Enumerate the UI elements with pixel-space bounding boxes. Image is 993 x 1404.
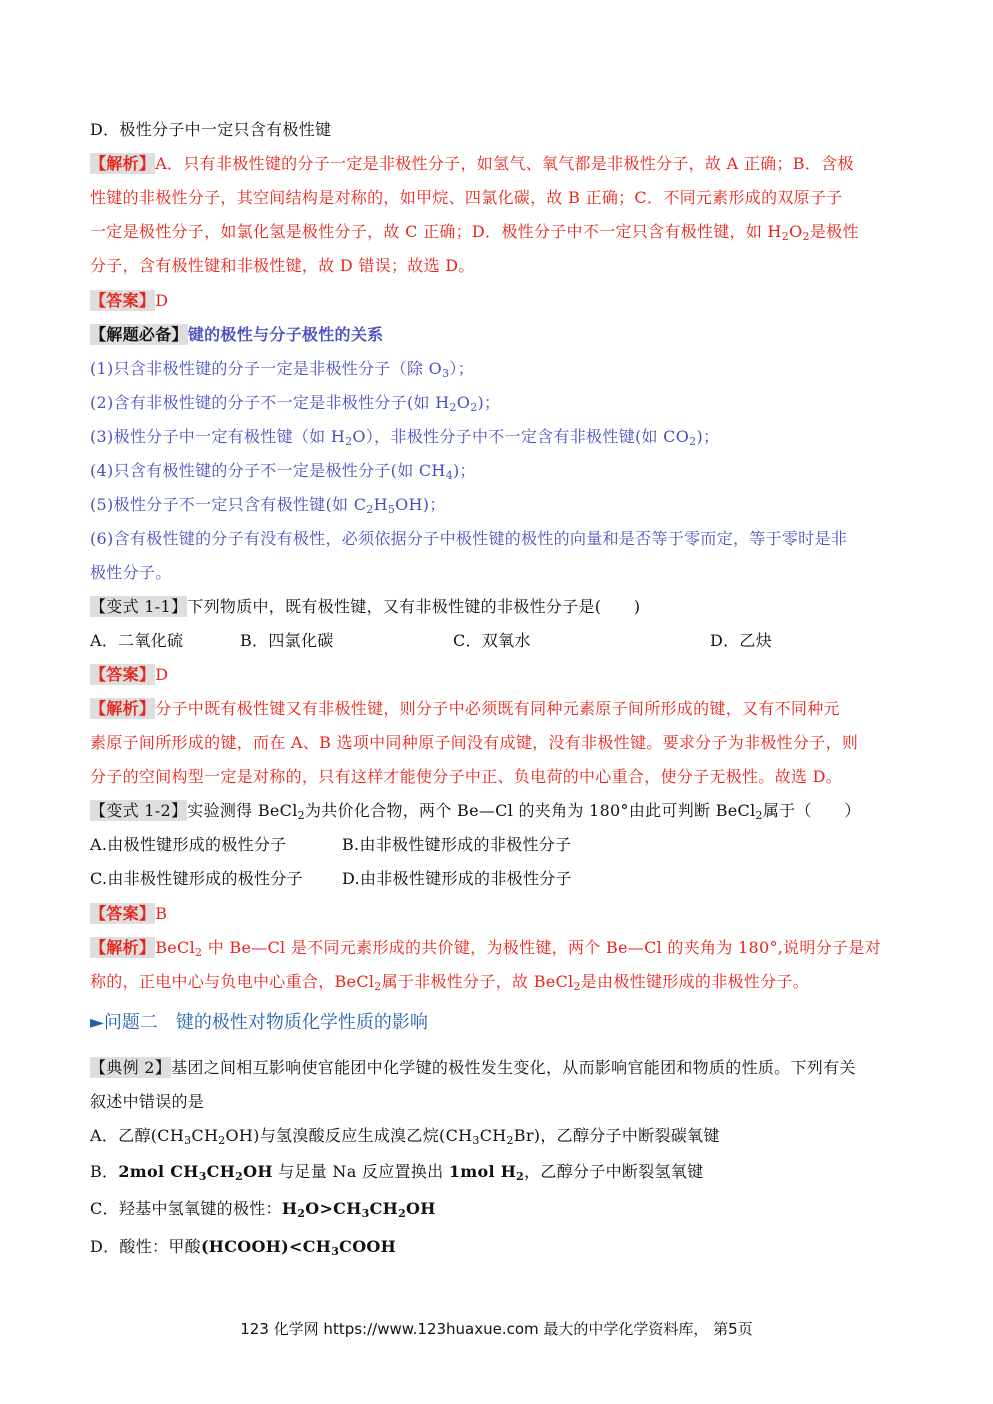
subscript: 2 bbox=[470, 401, 478, 414]
variant-1-2-answer bbox=[90, 897, 905, 931]
item-text: O bbox=[456, 393, 471, 412]
question-text: 下列物质中，既有极性键，又有非极性键的非极性分子是( ) bbox=[187, 597, 641, 616]
essentials-item-6b: 极性分子。 bbox=[90, 563, 172, 582]
analysis-text: 中 Be—Cl 是不同元素形成的共价键，为极性键，两个 Be—Cl 的夹角为 180°,说明分子是对 bbox=[202, 938, 881, 957]
formula-bold: 2mol CH bbox=[118, 1162, 199, 1181]
essentials-item-3 bbox=[90, 420, 905, 454]
option-text: OH)与氢溴酸反应生成溴乙烷(CH bbox=[225, 1126, 473, 1145]
variant-1-2-analysis-2 bbox=[90, 965, 905, 999]
option-text: CH bbox=[191, 1126, 219, 1145]
subscript: 3 bbox=[198, 1170, 207, 1183]
item-text: (5)极性分子不一定只含有极性键(如 C bbox=[90, 495, 367, 514]
formula-bold: OH bbox=[243, 1162, 273, 1181]
option-c: C.由非极性键形成的极性分子 bbox=[90, 869, 303, 888]
item-text: (3)极性分子中一定有极性键（如 H bbox=[90, 427, 346, 446]
option-text: CH bbox=[479, 1126, 507, 1145]
example-tag: 【典例 2】 bbox=[90, 1058, 172, 1077]
option-text: 与足量 Na 反应置换出 bbox=[272, 1162, 449, 1181]
essentials-title: 键的极性与分子极性的关系 bbox=[187, 325, 384, 344]
analysis-text: 分子中既有极性键又有非极性键，则分子中必须既有同种元素原子间所形成的键，又有不同种元 bbox=[155, 699, 840, 718]
variant-1-1-options bbox=[90, 624, 905, 658]
subscript: 2 bbox=[689, 435, 697, 448]
variant-1-2-analysis-1 bbox=[90, 931, 905, 965]
formula-bold: H bbox=[281, 1199, 298, 1218]
subscript: 2 bbox=[218, 1134, 226, 1147]
option-b: B．四氯化碳 bbox=[240, 631, 334, 650]
subscript: 2 bbox=[802, 230, 810, 243]
subscript: 3 bbox=[442, 367, 450, 380]
variant-1-2-question bbox=[90, 794, 905, 828]
variant-tag: 【变式 1-2】 bbox=[90, 801, 188, 820]
formula-bold: OH bbox=[406, 1199, 436, 1218]
example-2-option-c bbox=[90, 1192, 905, 1226]
example-2-option-d bbox=[90, 1230, 905, 1264]
variant-1-1-analysis-2: 素原子间所形成的键，而在 A、B 选项中同种原子间没有成键，没有非极性键。要求分子为非极性分子，则 bbox=[90, 733, 859, 752]
subscript: 3 bbox=[184, 1134, 192, 1147]
subscript: 2 bbox=[366, 503, 374, 516]
option-text: Br)，乙醇分子中断裂碳氧键 bbox=[513, 1126, 720, 1145]
section-heading: ►问题二 键的极性对物质化学性质的影响 bbox=[90, 1012, 428, 1033]
answer-value: D bbox=[155, 665, 169, 684]
answer-value: B bbox=[155, 904, 168, 923]
subscript: 2 bbox=[573, 980, 581, 993]
option-text: A．乙醇(CH bbox=[90, 1126, 185, 1145]
essentials-heading bbox=[90, 318, 905, 352]
subscript: 2 bbox=[506, 1134, 514, 1147]
answer-tag: 【答案】 bbox=[90, 904, 156, 923]
analysis-text: 称的，正电中心与负电中心重合，BeCl bbox=[90, 972, 375, 991]
analysis-text: 属于非极性分子，故 BeCl bbox=[381, 972, 574, 991]
item-text: )； bbox=[453, 461, 476, 480]
subscript: 2 bbox=[195, 946, 203, 959]
option-b: B.由非极性键形成的非极性分子 bbox=[342, 835, 572, 854]
example-2-option-a bbox=[90, 1119, 905, 1153]
variant-tag: 【变式 1-1】 bbox=[90, 597, 188, 616]
essentials-item-6a: (6)含有极性键的分子有没有极性，必须依据分子中极性键的极性的向量和是否等于零而定，等于零时是非 bbox=[90, 529, 848, 548]
subscript: 3 bbox=[331, 1245, 340, 1258]
essentials-item-4 bbox=[90, 454, 905, 488]
option-a: A.由极性键形成的极性分子 bbox=[90, 835, 287, 854]
page-footer: 123 化学网 https://www.123huaxue.com 最大的中学化学资料库， 第5页 bbox=[240, 1320, 753, 1338]
variant-1-2-options-row-2 bbox=[90, 862, 905, 896]
variant-1-1-question bbox=[90, 590, 905, 624]
formula-bold: CH bbox=[369, 1199, 399, 1218]
essentials-item-5 bbox=[90, 488, 905, 522]
analysis-text: 是由极性键形成的非极性分子。 bbox=[580, 972, 809, 991]
item-text: (1)只含非极性键的分子一定是非极性分子（除 O bbox=[90, 359, 443, 378]
option-d-line: D．极性分子中一定只含有极性键 bbox=[90, 120, 332, 139]
subscript: 2 bbox=[398, 1207, 407, 1220]
analysis-line-2: 性键的非极性分子，其空间结构是对称的，如甲烷、四氯化碳，故 B 正确；C．不同元素形成的双原子子 bbox=[90, 188, 843, 207]
analysis-line-1 bbox=[90, 147, 905, 181]
answer-tag: 【答案】 bbox=[90, 665, 156, 684]
formula-bold: CH bbox=[206, 1162, 236, 1181]
formula-bold: (HCOOH)<CH bbox=[200, 1237, 332, 1256]
analysis-tag: 【解析】 bbox=[90, 699, 156, 718]
answer-line bbox=[90, 284, 905, 318]
analysis-line-4: 分子，含有极性键和非极性键，故 D 错误；故选 D。 bbox=[90, 256, 475, 275]
subscript: 2 bbox=[297, 809, 305, 822]
analysis-text: BeCl bbox=[155, 938, 195, 957]
essentials-item-1 bbox=[90, 352, 905, 386]
variant-1-1-analysis-3: 分子的空间构型一定是对称的，只有这样才能使分子中正、负电荷的中心重合，使分子无极性。故选 D。 bbox=[90, 767, 843, 786]
formula-bold: O>CH bbox=[305, 1199, 362, 1218]
subscript: 4 bbox=[445, 469, 454, 482]
analysis-line-3 bbox=[90, 215, 905, 249]
subscript: 2 bbox=[449, 401, 457, 414]
subscript: 5 bbox=[387, 503, 396, 516]
option-text: ，乙醇分子中断裂氢氧键 bbox=[524, 1162, 704, 1181]
subscript: 2 bbox=[516, 1170, 525, 1183]
question-text: 属于（ ） bbox=[762, 801, 861, 820]
subscript: 2 bbox=[374, 980, 382, 993]
question-text: 基团之间相互影响使官能团中化学键的极性发生变化，从而影响官能团和物质的性质。下列有关 bbox=[171, 1058, 856, 1077]
item-text: O），非极性分子中不一定含有非极性键(如 CO bbox=[352, 427, 690, 446]
subscript: 2 bbox=[781, 230, 790, 243]
example-2-option-b bbox=[90, 1155, 905, 1189]
item-text: (4)只含有极性键的分子不一定是极性分子(如 CH bbox=[90, 461, 446, 480]
item-text: OH)； bbox=[395, 495, 446, 514]
item-text: H bbox=[373, 495, 388, 514]
option-text: C．羟基中氢氧键的极性： bbox=[90, 1199, 282, 1218]
variant-1-1-answer bbox=[90, 658, 905, 692]
subscript: 2 bbox=[345, 435, 353, 448]
option-d: D．乙炔 bbox=[710, 631, 773, 650]
formula-bold: COOH bbox=[339, 1237, 397, 1256]
subscript: 2 bbox=[297, 1207, 306, 1220]
subscript: 2 bbox=[755, 809, 763, 822]
variant-1-2-options-row-1 bbox=[90, 828, 905, 862]
item-text: ）； bbox=[449, 359, 474, 378]
analysis-text: O bbox=[789, 222, 803, 241]
subscript: 3 bbox=[361, 1207, 370, 1220]
essentials-tag: 【解题必备】 bbox=[90, 325, 188, 344]
answer-tag: 【答案】 bbox=[90, 291, 156, 310]
example-2-question-2: 叙述中错误的是 bbox=[90, 1092, 205, 1111]
essentials-item-2 bbox=[90, 386, 905, 420]
example-2-question-1 bbox=[90, 1051, 905, 1085]
analysis-tag: 【解析】 bbox=[90, 938, 156, 957]
variant-1-1-analysis-1 bbox=[90, 692, 905, 726]
analysis-tag: 【解析】 bbox=[90, 154, 156, 173]
option-text: B． bbox=[90, 1162, 119, 1181]
option-text: D．酸性：甲酸 bbox=[90, 1237, 201, 1256]
answer-value: D bbox=[155, 291, 169, 310]
question-text: 为共价化合物，两个 Be—Cl 的夹角为 180°由此可判断 BeCl bbox=[304, 801, 756, 820]
analysis-text: 一定是极性分子，如氯化氢是极性分子，故 C 正确；D．极性分子中不一定只含有极性键，如 H bbox=[90, 222, 782, 241]
item-text: )； bbox=[696, 427, 720, 446]
item-text: )； bbox=[477, 393, 501, 412]
subscript: 2 bbox=[235, 1170, 244, 1183]
analysis-text: 是极性 bbox=[809, 222, 859, 241]
analysis-text: A．只有非极性键的分子一定是非极性分子，如氢气、氧气都是非极性分子，故 A 正确；B．含极 bbox=[155, 154, 854, 173]
item-text: (2)含有非极性键的分子不一定是非极性分子(如 H bbox=[90, 393, 450, 412]
formula-bold: 1mol H bbox=[448, 1162, 517, 1181]
option-d: D.由非极性键形成的非极性分子 bbox=[342, 869, 572, 888]
subscript: 3 bbox=[472, 1134, 480, 1147]
question-text: 实验测得 BeCl bbox=[187, 801, 298, 820]
option-a: A．二氧化硫 bbox=[90, 631, 184, 650]
option-c: C．双氧水 bbox=[453, 631, 531, 650]
